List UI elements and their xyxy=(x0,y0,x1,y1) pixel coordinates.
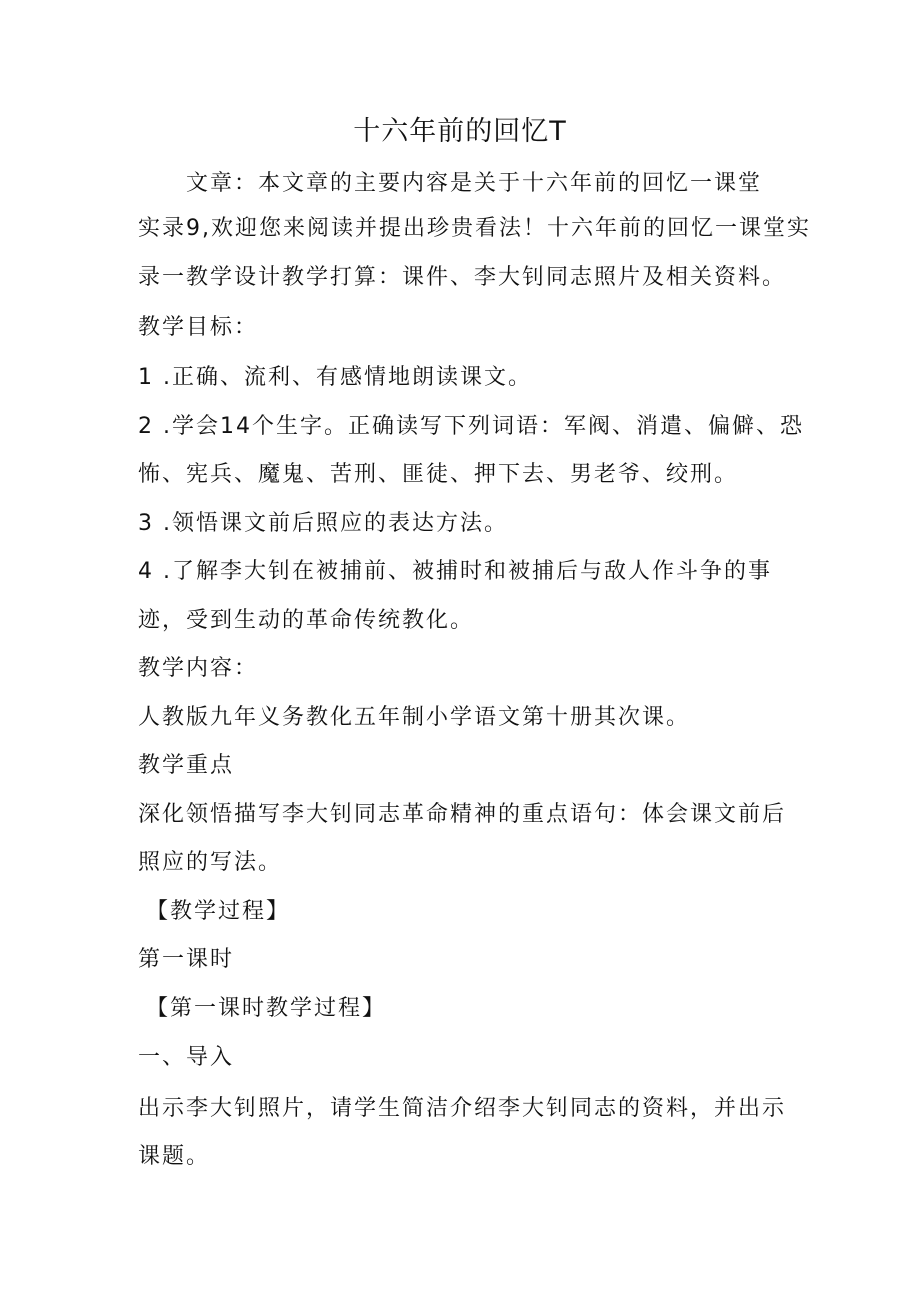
heading-first-lesson-process: 【第一课时教学过程】 xyxy=(146,996,387,1021)
objective-1: 1 .正确、流利、有感情地朗读课文。 xyxy=(138,365,532,390)
heading-first-lesson: 第一课时 xyxy=(138,947,235,972)
content-text: 人教版九年义务教化五年制小学语文第十册其次课。 xyxy=(138,705,691,730)
introduction-line-1: 出示李大钊照片，请学生简洁介绍李大钊同志的资料，并出示 xyxy=(138,1096,787,1121)
intro-line-2: 实录9,欢迎您来阅读并提出珍贵看法！十六年前的回忆一课堂实 xyxy=(138,216,811,241)
key-points-line-1: 深化领悟描写李大钊同志革命精神的重点语句：体会课文前后 xyxy=(138,802,787,827)
heading-content: 教学内容： xyxy=(138,656,259,681)
intro-line-3: 录一教学设计教学打算：课件、李大钊同志照片及相关资料。 xyxy=(138,265,787,290)
introduction-line-2: 课题。 xyxy=(138,1144,211,1169)
objective-3: 3 .领悟课文前后照应的表达方法。 xyxy=(138,511,508,536)
heading-key-points: 教学重点 xyxy=(138,753,235,778)
objective-2-line-2: 怖、宪兵、魔鬼、苦刑、匪徒、押下去、男老爷、绞刑。 xyxy=(138,462,739,487)
heading-teaching-process: 【教学过程】 xyxy=(146,899,291,924)
objective-4-line-2: 迹，受到生动的革命传统教化。 xyxy=(138,608,475,633)
objective-4-line-1: 4 .了解李大钊在被捕前、被捕时和被捕后与敌人作斗争的事 xyxy=(138,559,772,584)
document-title: 十六年前的回忆T xyxy=(353,116,567,147)
key-points-line-2: 照应的写法。 xyxy=(138,850,283,875)
heading-objectives: 教学目标： xyxy=(138,315,259,340)
intro-line-1: 文章：本文章的主要内容是关于十六年前的回忆一课堂 xyxy=(186,171,763,196)
objective-2-line-1: 2 .学会14个生字。正确读写下列词语：军阀、消遣、偏僻、恐 xyxy=(138,414,804,439)
section-introduction: 一、导入 xyxy=(138,1045,235,1070)
